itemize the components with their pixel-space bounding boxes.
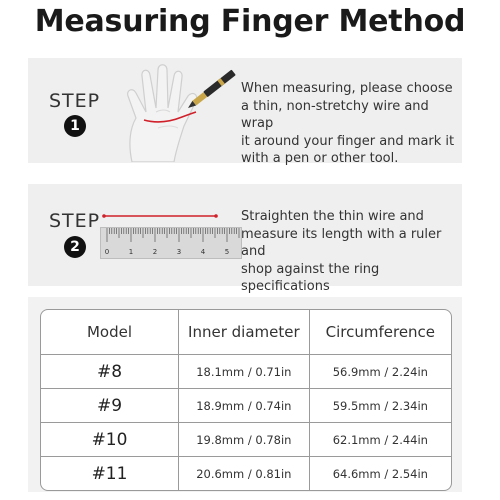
step-2-line: Straighten the thin wire and (241, 209, 424, 224)
table-header-row (41, 310, 451, 355)
step-1-line: with a pen or other tool. (241, 151, 399, 166)
cell-model: #8 (41, 355, 179, 389)
step-1-line: it around your finger and mark it (241, 133, 455, 149)
step-1-panel (28, 58, 462, 166)
cell-inner-diameter: 19.8mm / 0.78in (179, 423, 310, 457)
straight-wire-icon (102, 212, 218, 220)
step-1-line: When measuring, please choose (241, 81, 453, 96)
page-title: Measuring Finger Method (34, 4, 466, 39)
table-row (41, 423, 451, 457)
cell-circumference: 56.9mm / 2.24in (310, 355, 451, 389)
size-table (40, 309, 452, 491)
ruler-number: 5 (224, 248, 230, 256)
ruler-number: 1 (128, 248, 134, 256)
column-header-circumference: Circumference (310, 310, 451, 355)
cell-model: #11 (41, 457, 179, 490)
cell-inner-diameter: 20.6mm / 0.81in (179, 457, 310, 490)
table-row (41, 457, 451, 490)
table-row (41, 389, 451, 423)
ruler-number: 2 (152, 248, 158, 256)
cell-model: #10 (41, 423, 179, 457)
step-1-instructions (241, 80, 462, 168)
step-2-panel (28, 184, 462, 294)
pen-icon (186, 70, 236, 111)
step-1-number-badge: 1 (64, 115, 86, 137)
column-header-inner-diameter: Inner diameter (179, 310, 310, 355)
cell-circumference: 64.6mm / 2.54in (332, 466, 428, 481)
step-1-line: a thin, non-stretchy wire and wrap (241, 98, 429, 131)
cell-model: #9 (41, 389, 179, 423)
cell-circumference: 59.5mm / 2.34in (310, 389, 451, 423)
cell-inner-diameter: 18.1mm / 0.71in (179, 355, 310, 389)
step-2-line: measure its length with a ruler and (241, 226, 442, 259)
ruler-ticks (101, 228, 242, 259)
step-2-line: shop against the ring specifications (241, 261, 380, 294)
column-header-model: Model (41, 310, 179, 355)
ruler-number: 4 (200, 248, 206, 256)
size-table-panel (28, 297, 462, 492)
hand-icon (128, 65, 197, 162)
step-2-number-badge: 2 (64, 236, 86, 258)
ruler-number: 3 (176, 248, 182, 256)
cell-inner-diameter: 18.9mm / 0.74in (179, 389, 310, 423)
ruler-number: 0 (104, 248, 110, 256)
table-row (41, 355, 451, 389)
step-1-label: STEP (49, 90, 101, 112)
ruler-icon (100, 227, 242, 259)
hand-with-pen-illustration (118, 62, 236, 162)
step-2-label: STEP (49, 210, 101, 232)
cell-circumference: 62.1mm / 2.44in (310, 423, 451, 457)
